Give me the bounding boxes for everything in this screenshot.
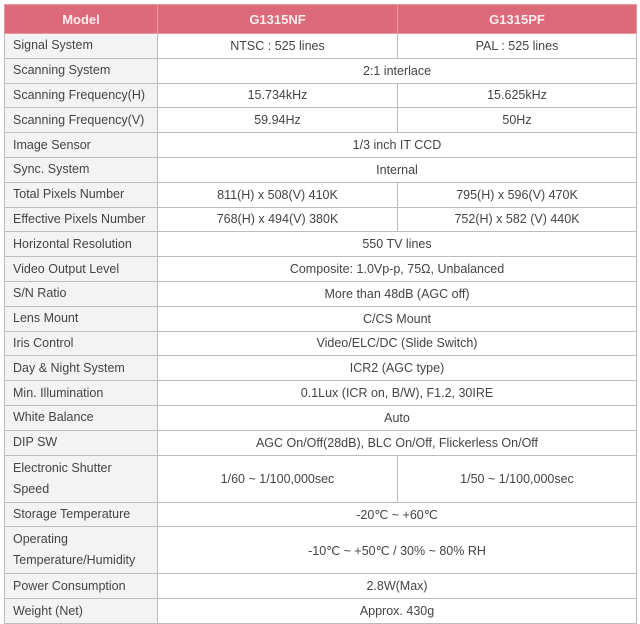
row-electronic-shutter-speed bbox=[5, 455, 637, 502]
row-label: Scanning System bbox=[5, 58, 158, 83]
value-both: C/CS Mount bbox=[158, 306, 637, 331]
row-operating-temperature-humidity bbox=[5, 527, 637, 574]
row-label: Weight (Net) bbox=[5, 599, 158, 624]
row-label: Lens Mount bbox=[5, 306, 158, 331]
value-both: Video/ELC/DC (Slide Switch) bbox=[158, 331, 637, 356]
row-label: Operating Temperature/Humidity bbox=[5, 527, 158, 574]
value-both: Internal bbox=[158, 157, 637, 182]
value-both: AGC On/Off(28dB), BLC On/Off, Flickerless On/Off bbox=[158, 430, 637, 455]
header-model: Model bbox=[5, 5, 158, 34]
row-label: Scanning Frequency(V) bbox=[5, 108, 158, 133]
row-label: Scanning Frequency(H) bbox=[5, 83, 158, 108]
value-both: ICR2 (AGC type) bbox=[158, 356, 637, 381]
row-min-illumination bbox=[5, 381, 637, 406]
row-horizontal-resolution bbox=[5, 232, 637, 257]
row-weight bbox=[5, 599, 637, 624]
value-nf: 59.94Hz bbox=[158, 108, 398, 133]
value-both: More than 48dB (AGC off) bbox=[158, 281, 637, 306]
value-both: Auto bbox=[158, 405, 637, 430]
value-both: -20℃ ~ +60℃ bbox=[158, 502, 637, 527]
row-image-sensor bbox=[5, 133, 637, 158]
row-total-pixels bbox=[5, 182, 637, 207]
row-day-night-system bbox=[5, 356, 637, 381]
row-video-output-level bbox=[5, 257, 637, 282]
value-pf: 752(H) x 582 (V) 440K bbox=[398, 207, 637, 232]
row-label: Iris Control bbox=[5, 331, 158, 356]
header-g1315nf: G1315NF bbox=[158, 5, 398, 34]
value-pf: 50Hz bbox=[398, 108, 637, 133]
value-both: 0.1Lux (ICR on, B/W), F1.2, 30IRE bbox=[158, 381, 637, 406]
header-g1315pf: G1315PF bbox=[398, 5, 637, 34]
row-effective-pixels bbox=[5, 207, 637, 232]
row-label: Storage Temperature bbox=[5, 502, 158, 527]
row-label: Horizontal Resolution bbox=[5, 232, 158, 257]
row-label: Effective Pixels Number bbox=[5, 207, 158, 232]
value-both: Composite: 1.0Vp-p, 75Ω, Unbalanced bbox=[158, 257, 637, 282]
row-label: Electronic Shutter Speed bbox=[5, 455, 158, 502]
row-label: Sync. System bbox=[5, 157, 158, 182]
row-label: S/N Ratio bbox=[5, 281, 158, 306]
row-sn-ratio bbox=[5, 281, 637, 306]
row-label: Video Output Level bbox=[5, 257, 158, 282]
row-label: Signal System bbox=[5, 34, 158, 59]
value-both: 550 TV lines bbox=[158, 232, 637, 257]
row-dip-sw bbox=[5, 430, 637, 455]
row-scanning-frequency-v bbox=[5, 108, 637, 133]
value-nf: NTSC : 525 lines bbox=[158, 34, 398, 59]
row-label: DIP SW bbox=[5, 430, 158, 455]
spec-table bbox=[4, 4, 637, 624]
value-both: 1/3 inch IT CCD bbox=[158, 133, 637, 158]
value-pf: 795(H) x 596(V) 470K bbox=[398, 182, 637, 207]
value-nf: 811(H) x 508(V) 410K bbox=[158, 182, 398, 207]
value-both: 2.8W(Max) bbox=[158, 574, 637, 599]
row-white-balance bbox=[5, 405, 637, 430]
value-both: -10℃ ~ +50℃ / 30% ~ 80% RH bbox=[158, 527, 637, 574]
row-scanning-system bbox=[5, 58, 637, 83]
row-label: Total Pixels Number bbox=[5, 182, 158, 207]
value-pf: 15.625kHz bbox=[398, 83, 637, 108]
value-pf: 1/50 ~ 1/100,000sec bbox=[398, 455, 637, 502]
row-sync-system bbox=[5, 157, 637, 182]
row-scanning-frequency-h bbox=[5, 83, 637, 108]
row-storage-temperature bbox=[5, 502, 637, 527]
row-label: Day & Night System bbox=[5, 356, 158, 381]
row-label: Power Consumption bbox=[5, 574, 158, 599]
value-nf: 768(H) x 494(V) 380K bbox=[158, 207, 398, 232]
row-label: White Balance bbox=[5, 405, 158, 430]
value-nf: 1/60 ~ 1/100,000sec bbox=[158, 455, 398, 502]
row-label: Min. Illumination bbox=[5, 381, 158, 406]
header-row bbox=[5, 5, 637, 34]
row-lens-mount bbox=[5, 306, 637, 331]
value-both: Approx. 430g bbox=[158, 599, 637, 624]
row-signal-system bbox=[5, 34, 637, 59]
row-power-consumption bbox=[5, 574, 637, 599]
row-label: Image Sensor bbox=[5, 133, 158, 158]
value-nf: 15.734kHz bbox=[158, 83, 398, 108]
value-pf: PAL : 525 lines bbox=[398, 34, 637, 59]
row-iris-control bbox=[5, 331, 637, 356]
value-both: 2:1 interlace bbox=[158, 58, 637, 83]
